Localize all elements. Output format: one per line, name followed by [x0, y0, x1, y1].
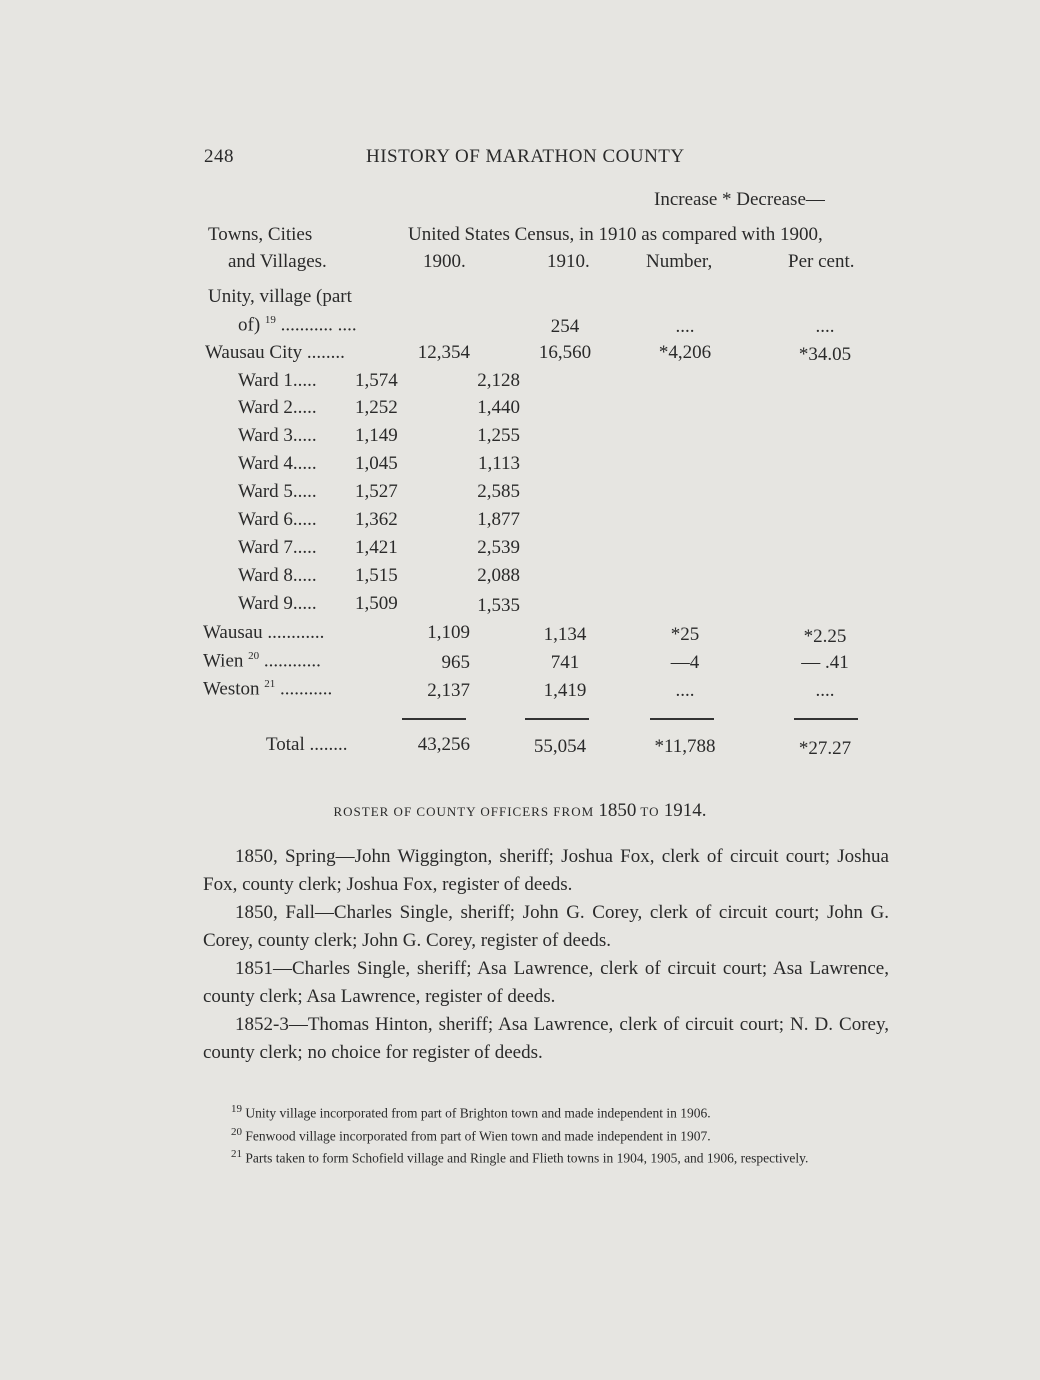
row-wausau-1910: 1,134 [543, 624, 587, 645]
row-ward-4-1910: 1,113 [477, 453, 520, 474]
row-ward-4-1900: 1,045 [355, 453, 398, 474]
row-total-1900: 43,256 [417, 734, 470, 755]
row-wausau-number: *25 [670, 624, 700, 645]
sum-rule-1900 [402, 718, 466, 720]
running-head-title: HISTORY OF MARATHON COUNTY [366, 146, 685, 167]
footnote-19: $^{19}$ Unity village incorporated from part of Brighton town and made independent in 1906. [231, 1103, 711, 1121]
running-head [0, 146, 1040, 170]
row-wausau-name: Wausau ............ [203, 622, 325, 643]
footnotes [203, 1100, 889, 1168]
row-wien-percent: — .41 [801, 652, 849, 673]
roster-title: ROSTER OF COUNTY OFFICERS FROM 1850 TO 1914. [333, 800, 707, 821]
row-ward-1-1900: 1,574 [355, 370, 398, 391]
row-total-number: *11,788 [654, 736, 716, 757]
row-ward-6-name: Ward 6..... [238, 509, 317, 530]
row-ward-6-1910: 1,877 [477, 509, 520, 530]
col-towns-header-line1: Towns, Cities [208, 224, 313, 245]
row-wien-name: Wien $^{20}$ ............ [203, 650, 321, 672]
sum-rule-1910 [525, 718, 589, 720]
row-ward-2-1910: 1,440 [477, 397, 520, 418]
census-span-header: United States Census, in 1910 as compared with 1900, [408, 224, 823, 245]
row-total-1910: 55,054 [533, 736, 587, 757]
row-ward-9-1900: 1,509 [355, 593, 398, 614]
roster-paragraph-1850-spring: 1850, Spring—John Wiggington, sheriff; Joshua Fox, clerk of circuit court; Joshua Fox, county clerk; Joshua Fox, register of deeds. [203, 846, 889, 895]
row-ward-5-1900: 1,527 [355, 481, 398, 502]
row-unity-percent: .... [815, 316, 835, 337]
row-ward-2-1900: 1,252 [355, 397, 398, 418]
row-wien-1910: 741 [550, 652, 580, 673]
row-weston-percent: .... [815, 680, 835, 701]
row-ward-4-name: Ward 4..... [238, 453, 317, 474]
row-ward-9-name: Ward 9..... [238, 593, 317, 614]
roster-paragraph-1850-fall: 1850, Fall—Charles Single, sheriff; John G. Corey, clerk of circuit court; John G. Corey, county clerk; John G. Corey, register of deeds. [203, 902, 889, 951]
row-weston-1910: 1,419 [543, 680, 587, 701]
row-unity-name-line1: Unity, village (part [208, 286, 352, 307]
col-1900-header: 1900. [423, 251, 466, 272]
row-wausau-1900: 1,109 [427, 622, 470, 643]
row-ward-1-1910: 2,128 [477, 370, 520, 391]
row-unity-1910: 254 [550, 316, 580, 337]
footnote-20: $^{20}$ Fenwood village incorporated from part of Wien town and made independent in 1907. [231, 1125, 711, 1143]
col-number-header: Number, [646, 251, 713, 272]
col-1910-header: 1910. [547, 251, 590, 272]
row-ward-6-1900: 1,362 [355, 509, 398, 530]
footnote-ref-20: 20 [248, 650, 260, 662]
row-wausau-percent: *2.25 [803, 626, 847, 647]
sum-rule-percent [794, 718, 858, 720]
row-wausau-city-percent: *34.05 [798, 344, 852, 365]
roster-paragraph-1851: 1851—Charles Single, sheriff; Asa Lawrence, clerk of circuit court; Asa Lawrence, county clerk; Asa Lawrence, register of deeds. [203, 958, 889, 1007]
row-ward-5-1910: 2,585 [477, 481, 520, 502]
row-wausau-city-1910: 16,560 [538, 342, 592, 363]
row-ward-9-1910: 1,535 [477, 595, 520, 616]
row-ward-3-name: Ward 3..... [238, 425, 317, 446]
row-wien-1900: 965 [441, 652, 470, 673]
row-weston-number: .... [675, 680, 695, 701]
row-ward-7-name: Ward 7..... [238, 537, 317, 558]
page-number: 248 [204, 146, 234, 167]
row-wausau-city-number: *4,206 [658, 342, 712, 363]
row-weston-name: Weston $^{21}$ ........... [203, 678, 333, 700]
footnote-ref-19: 19 [264, 314, 276, 326]
row-wien-number: —4 [670, 652, 700, 673]
footnote-ref-21: 21 [264, 678, 276, 690]
row-weston-1900: 2,137 [427, 680, 470, 701]
row-unity-number: .... [675, 316, 695, 337]
row-total-label: Total ........ [266, 734, 348, 755]
row-ward-7-1900: 1,421 [355, 537, 398, 558]
row-ward-2-name: Ward 2..... [238, 397, 317, 418]
row-ward-3-1910: 1,255 [477, 425, 520, 446]
row-ward-1-name: Ward 1..... [238, 370, 317, 391]
row-wausau-city-name: Wausau City ........ [205, 342, 345, 363]
roster-paragraph-1852-3: 1852-3—Thomas Hinton, sheriff; Asa Lawrence, clerk of circuit court; N. D. Corey, county clerk; no choice for register of deeds. [203, 1014, 889, 1063]
row-ward-7-1910: 2,539 [477, 537, 520, 558]
row-ward-8-1900: 1,515 [355, 565, 398, 586]
footnote-21: $^{21}$ Parts taken to form Schofield village and Ringle and Flieth towns in 1904, 1905, and 1906, respectively. [231, 1148, 809, 1166]
row-ward-3-1900: 1,149 [355, 425, 398, 446]
col-towns-header-line2: and Villages. [228, 251, 327, 272]
row-total-percent: *27.27 [798, 738, 852, 759]
sum-rule-number [650, 718, 714, 720]
row-ward-8-name: Ward 8..... [238, 565, 317, 586]
col-percent-header: Per cent. [788, 251, 855, 272]
row-wausau-city-1900: 12,354 [417, 342, 470, 363]
row-ward-5-name: Ward 5..... [238, 481, 317, 502]
row-unity-name-line2: of) $^{19}$ ........... .... [238, 314, 357, 336]
increase-decrease-header: Increase * Decrease— [654, 189, 825, 210]
row-ward-8-1910: 2,088 [477, 565, 520, 586]
